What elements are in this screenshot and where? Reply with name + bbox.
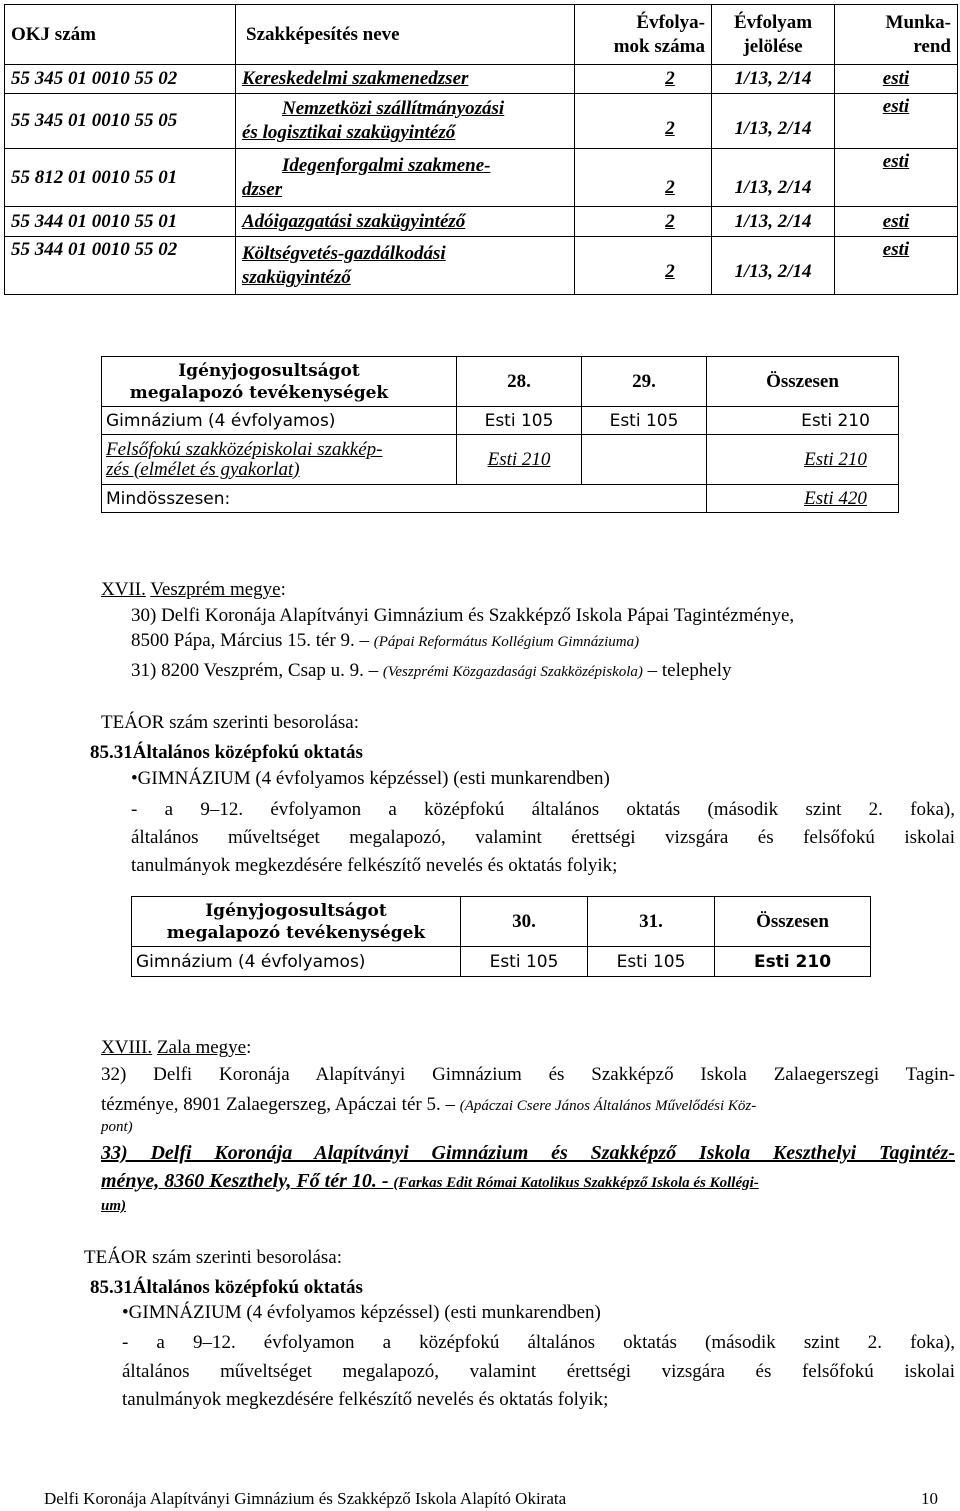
entitlement-table-2 [131,896,871,977]
cell-value [582,435,707,485]
footer-text: Delfi Koronája Alapítványi Gimnázium és Szakképző Iskola Alapító Okirata [44,1489,567,1508]
col-29-header: 29. [582,357,707,407]
section-heading-zala: XVIII. Zala megye: [101,1037,252,1058]
table-row [132,947,871,977]
section-heading-veszprem: XVII. Veszprém megye: [101,579,286,600]
total-header: Összesen [715,897,871,947]
program-desc-line2: általános műveltséget megalapozó, valamint érettségi vizsgára és felsőfokú iskolai [131,827,955,848]
item-30-line2: 8500 Pápa, Március 15. tér 9. – (Pápai Református Kollégium Gimnáziuma) [131,630,640,651]
okj-code: 55 344 01 0010 55 01 [5,207,236,237]
page-footer [44,1488,938,1510]
table-header-row [132,897,871,947]
col-schedule-header: Munka- rend [835,5,958,65]
col-grade-header: Évfolyam jelölése [712,5,835,65]
qualification-name: Kereskedelmi szakmenedzser [236,65,575,94]
teaor-label: TEÁOR szám szerinti besorolása: [101,712,360,733]
activity-header: Igényjogosultságot megalapozó tevékenységek [132,897,461,947]
table-row [5,65,958,94]
cell-total: Esti 210 [707,435,899,485]
schedule: esti [835,94,958,149]
row-label: Mindösszesen: [102,485,707,513]
cell-value: Esti 105 [457,407,582,435]
qualification-name: Idegenforgalmi szakmene- dzser [236,149,575,207]
table-row [5,207,958,237]
item-33-line1: 33) Delfi Koronája Alapítványi Gimnázium és Szakképző Iskola Keszthelyi Tagintéz- [101,1142,955,1164]
table-row [102,485,899,513]
program-desc-line2: általános műveltséget megalapozó, valamint érettségi vizsgára és felsőfokú iskolai [122,1361,955,1382]
table-row [5,94,958,149]
row-label: Gimnázium (4 évfolyamos) [132,947,461,977]
table-row [5,237,958,295]
cell-value: Esti 210 [457,435,582,485]
years-count: 2 [575,65,712,94]
entitlement-table-1 [101,356,899,513]
col-28-header: 28. [457,357,582,407]
table-row [102,407,899,435]
grade-label: 1/13, 2/14 [712,237,835,295]
col-years-header: Évfolya- mok száma [575,5,712,65]
item-32-line3: pont) [101,1119,133,1135]
item-33-line2: ménye, 8360 Keszthely, Fő tér 10. - (Farkas Edit Római Katolikus Szakképző Iskola és Kollégi- [101,1170,759,1192]
cell-value: Esti 105 [461,947,588,977]
item-32-line2: tézménye, 8901 Zalaegerszeg, Apáczai tér 5. – (Apáczai Csere János Általános Művelődési Köz- [101,1094,757,1115]
schedule: esti [835,65,958,94]
grade-label: 1/13, 2/14 [712,65,835,94]
teaor-label: TEÁOR szám szerinti besorolása: [84,1247,343,1268]
col-31-header: 31. [588,897,715,947]
schedule: esti [835,207,958,237]
qualification-name: Költségvetés-gazdálkodási szakügyintéző [236,237,575,295]
row-label: Felsőfokú szakközépiskolai szakkép- zés (elmélet és gyakorlat) [102,435,457,485]
row-label: Gimnázium (4 évfolyamos) [102,407,457,435]
program-bullet: •GIMNÁZIUM (4 évfolyamos képzéssel) (esti munkarendben) [122,1302,601,1323]
okj-code: 55 344 01 0010 55 02 [5,237,236,295]
table-header-row [102,357,899,407]
grade-label: 1/13, 2/14 [712,94,835,149]
cell-value: Esti 105 [588,947,715,977]
grade-label: 1/13, 2/14 [712,149,835,207]
okj-code: 55 812 01 0010 55 01 [5,149,236,207]
years-count: 2 [575,149,712,207]
cell-total: Esti 420 [707,485,899,513]
col-name-header: Szakképesítés neve [236,5,575,65]
activity-header: Igényjogosultságot megalapozó tevékenységek [102,357,457,407]
qualification-name: Nemzetközi szállítmányozási és logisztikai szakügyintéző [236,94,575,149]
program-desc-line1: - a 9–12. évfolyamon a középfokú általános oktatás (második szint 2. foka), [122,1332,955,1353]
program-desc-line3: tanulmányok megkezdésére felkészítő nevelés és oktatás folyik; [131,855,618,876]
years-count: 2 [575,237,712,295]
qualification-name: Adóigazgatási szakügyintéző [236,207,575,237]
okj-code: 55 345 01 0010 55 02 [5,65,236,94]
qualifications-table [4,4,958,295]
schedule: esti [835,237,958,295]
program-desc-line1: - a 9–12. évfolyamon a középfokú általános oktatás (második szint 2. foka), [131,799,955,820]
item-32-line1: 32) Delfi Koronája Alapítványi Gimnázium és Szakképző Iskola Zalaegerszegi Tagin- [101,1064,955,1085]
cell-value: Esti 105 [582,407,707,435]
teaor-code: 85.31Általános középfokú oktatás [90,1277,363,1298]
years-count: 2 [575,94,712,149]
table-header-row [5,5,958,65]
grade-label: 1/13, 2/14 [712,207,835,237]
cell-total: Esti 210 [707,407,899,435]
total-header: Összesen [707,357,899,407]
col-okj-header: OKJ szám [5,5,236,65]
table-row [5,149,958,207]
item-30-line1: 30) Delfi Koronája Alapítványi Gimnázium és Szakképző Iskola Pápai Tagintézménye, [131,605,795,626]
col-30-header: 30. [461,897,588,947]
program-bullet: •GIMNÁZIUM (4 évfolyamos képzéssel) (esti munkarendben) [131,768,610,789]
item-33-line3: um) [101,1198,127,1214]
page-number: 10 [921,1489,938,1508]
cell-total: Esti 210 [715,947,871,977]
teaor-code: 85.31Általános középfokú oktatás [90,742,363,763]
item-31: 31) 8200 Veszprém, Csap u. 9. – (Veszprémi Közgazdasági Szakközépiskola) – telephely [131,660,732,681]
years-count: 2 [575,207,712,237]
schedule: esti [835,149,958,207]
table-row [102,435,899,485]
program-desc-line3: tanulmányok megkezdésére felkészítő nevelés és oktatás folyik; [122,1389,609,1410]
okj-code: 55 345 01 0010 55 05 [5,94,236,149]
